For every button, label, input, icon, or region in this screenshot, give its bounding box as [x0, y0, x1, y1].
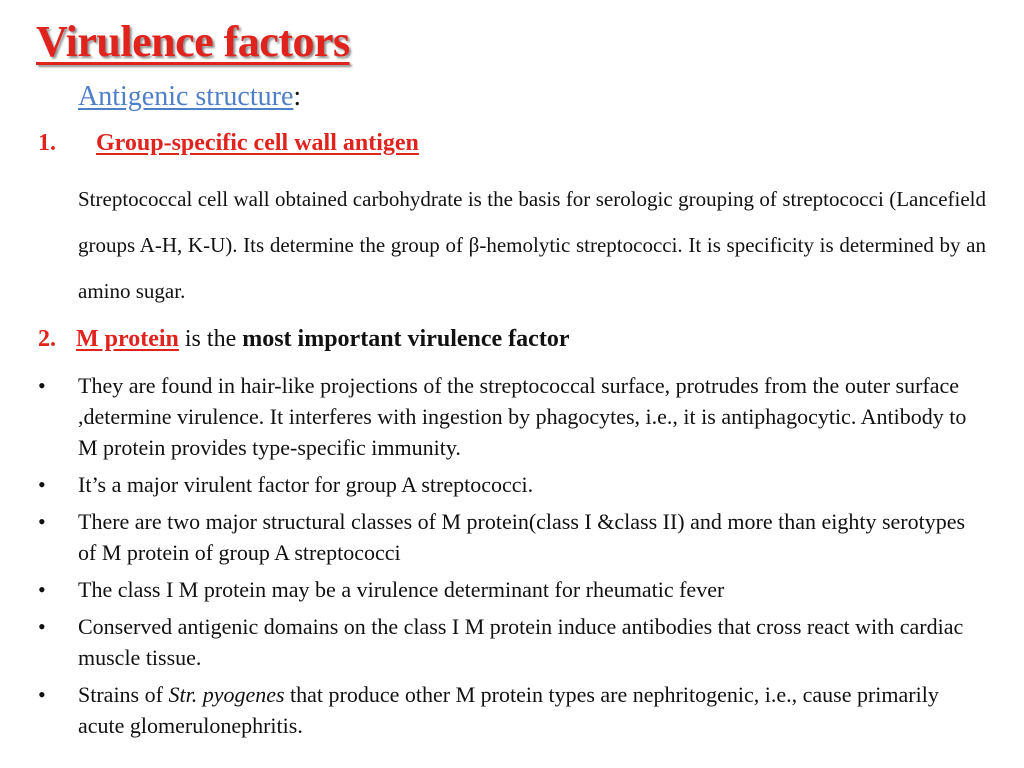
- bullet-icon: •: [38, 577, 46, 602]
- bullet-icon: •: [38, 614, 46, 639]
- species-name: Str. pyogenes: [168, 682, 285, 707]
- section-2-heading-row: [38, 326, 569, 353]
- section-1-heading-row: [38, 130, 419, 157]
- bullet-text: Conserved antigenic domains on the class I M protein induce antibodies that cross react with cardiac muscle tissue.: [78, 614, 964, 670]
- section-2-bold-text: most important virulence factor: [242, 326, 570, 352]
- bullet-text: There are two major structural classes of M protein(class I &class II) and more than eighty serotypes of M protein of group A streptococci: [78, 509, 966, 565]
- section-1-paragraph: Streptococcal cell wall obtained carbohydrate is the basis for serologic grouping of streptococci (Lancefield groups A-H, K-U). Its determine the group of β-hemolytic streptococci. It is specificity is determined by an amino sugar.: [78, 187, 986, 303]
- subtitle: [78, 80, 301, 114]
- section-2-number: 2.: [38, 326, 56, 352]
- bullet-icon: •: [38, 682, 46, 707]
- m-protein-bullet-list: [38, 370, 988, 747]
- list-item: [38, 679, 988, 741]
- bullet-text-prefix: Strains of: [78, 682, 163, 707]
- bullet-text: The class I M protein may be a virulence determinant for rheumatic fever: [78, 577, 725, 602]
- section-2-connector: is the: [184, 326, 237, 352]
- slide-title: Virulence factors: [36, 17, 350, 66]
- list-item: [38, 506, 988, 568]
- bullet-text: It’s a major virulent factor for group A streptococci.: [78, 472, 534, 497]
- list-item: [38, 611, 988, 673]
- list-item: [38, 469, 988, 500]
- list-item: [38, 574, 988, 605]
- subtitle-colon: :: [293, 81, 302, 112]
- bullet-icon: •: [38, 373, 46, 398]
- bullet-text: They are found in hair-like projections of the streptococcal surface, protrudes from the outer surface ,determine virulence. It interferes with ingestion by phagocytes, i.e., it is antiphagocytic. Antibody to M protein provides type-specific immunity.: [78, 373, 967, 460]
- bullet-text-suffix: that produce other M protein types are nephritogenic, i.e., cause primarily acute glomerulonephritis.: [78, 682, 939, 738]
- bullet-icon: •: [38, 472, 46, 497]
- list-item: [38, 370, 988, 463]
- antigenic-structure-link[interactable]: Antigenic structure: [78, 81, 294, 112]
- m-protein-label: M protein: [76, 326, 179, 352]
- bullet-icon: •: [38, 509, 46, 534]
- section-1-heading: Group-specific cell wall antigen: [96, 130, 419, 156]
- section-1-number: 1.: [38, 130, 56, 156]
